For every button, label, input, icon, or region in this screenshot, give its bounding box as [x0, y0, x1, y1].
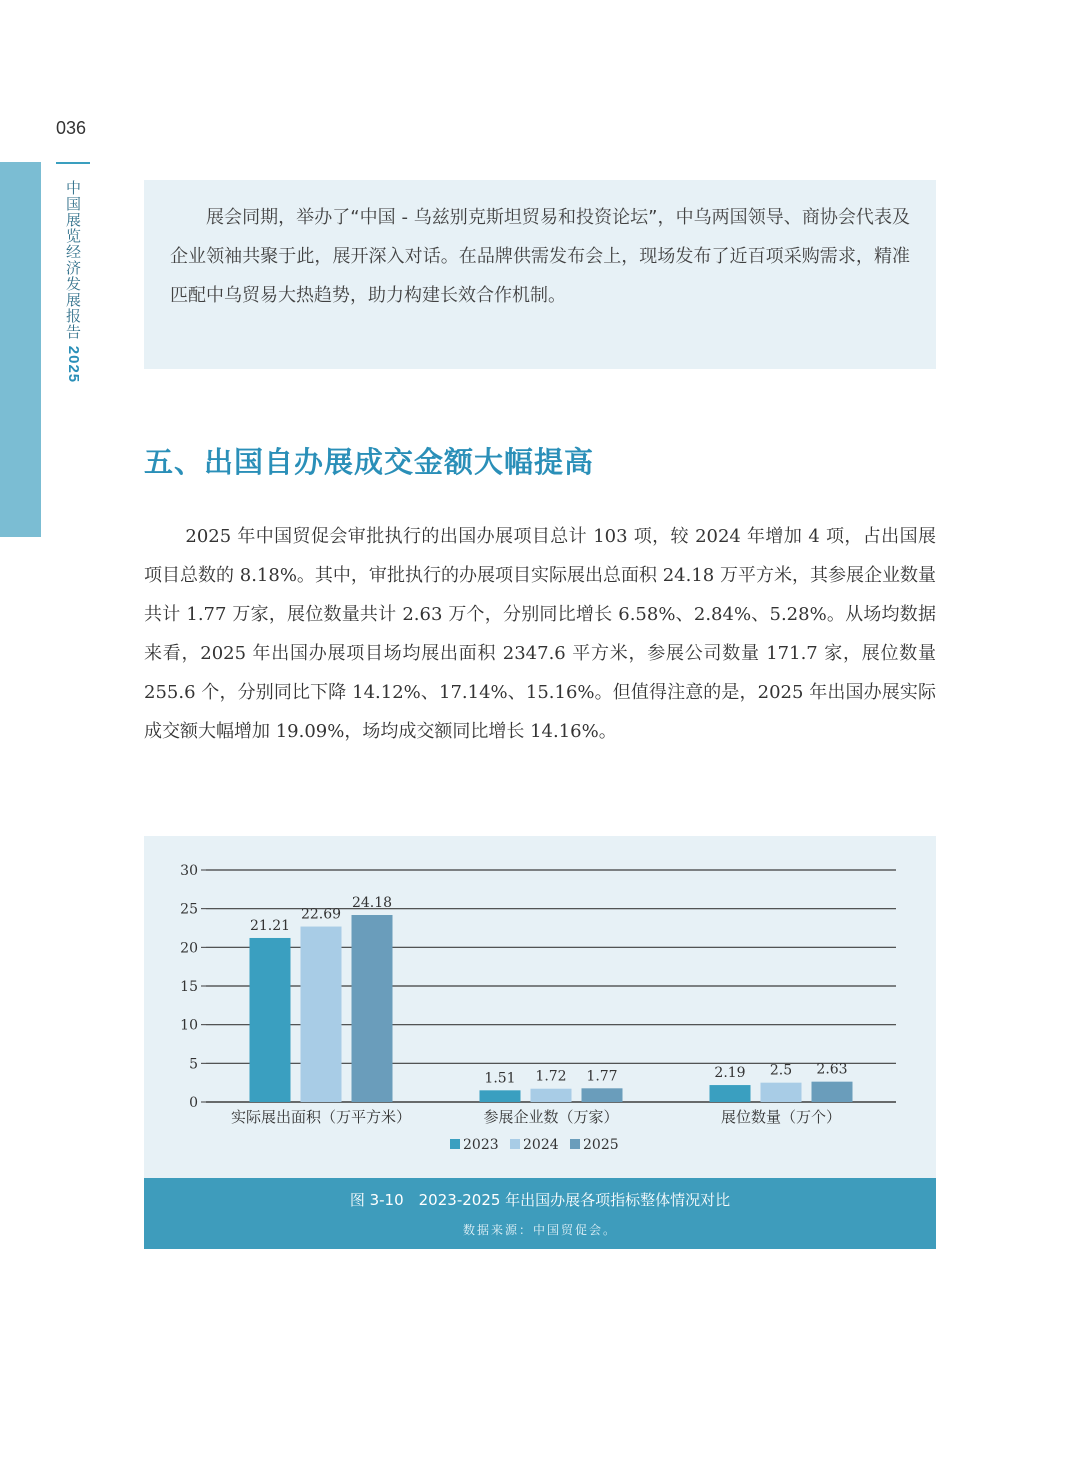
- legend-swatch-2024: [510, 1139, 520, 1149]
- legend-label-2023: 2023: [463, 1137, 499, 1153]
- figure-3-10: [144, 836, 936, 1249]
- running-title-year: 2025: [65, 345, 82, 384]
- y-tick-label: 10: [180, 1017, 198, 1034]
- bar-value-label: 22.69: [300, 906, 342, 923]
- y-tick-label: 15: [180, 979, 198, 995]
- category-label: 实际展出面积（万平方米）: [230, 1108, 412, 1126]
- bar-value-label: 24.18: [351, 895, 393, 912]
- bar-chart: [144, 836, 936, 1178]
- y-tick-label: 0: [189, 1095, 198, 1111]
- category-label: 参展企业数（万家）: [483, 1108, 619, 1126]
- callout-box: [144, 180, 936, 369]
- figure-source: 数据来源：中国贸促会。: [462, 1223, 617, 1237]
- bar-value-label: 1.77: [586, 1068, 618, 1085]
- bar-value-label: 21.21: [249, 917, 291, 934]
- bar-value-label: 2.19: [714, 1065, 746, 1082]
- body-paragraph: 2025 年中国贸促会审批执行的出国办展项目总计 103 项，较 2024 年增加 4 项，占出国展项目总数的 8.18%。其中，审批执行的办展项目实际展出总面积 24.18 万平方米，其参展企业数量共计 1.77 万家，展位数量共计 2.63 万个，分别同比增长 6.58%、2.84%、5.28%。从场均数据来看，2025 年出国办展项目场均展出面积 2347.6 平方米，参展公司数量 171.7 家，展位数量 255.6 个，分别同比下降 14.12%、17.14%、15.16%。但值得注意的是，2025 年出国办展实际成交额大幅增加 19.09%，场均成交额同比增长 14.16%。: [144, 526, 936, 742]
- page-number: 036: [56, 118, 87, 138]
- bar-2024: [531, 1089, 572, 1102]
- bar-value-label: 1.51: [484, 1070, 516, 1087]
- legend-swatch-2023: [450, 1139, 460, 1149]
- legend-label-2024: 2024: [523, 1137, 559, 1153]
- y-tick-label: 30: [180, 863, 198, 879]
- bar-2023: [480, 1090, 521, 1102]
- section-heading: 五、出国自办展成交金额大幅提高: [144, 445, 595, 479]
- page-number-rule: [56, 162, 90, 164]
- bar-2025: [812, 1082, 853, 1102]
- y-tick-label: 5: [189, 1056, 198, 1073]
- category-label: 展位数量（万个）: [720, 1108, 842, 1126]
- callout-text: 展会同期，举办了“中国 - 乌兹别克斯坦贸易和投资论坛”，中乌两国领导、商协会代表及企业领袖共聚于此，展开深入对话。在品牌供需发布会上，现场发布了近百项采购需求，精准匹配中乌贸易大热趋势，助力构建长效合作机制。: [170, 207, 910, 306]
- bar-value-label: 1.72: [535, 1068, 567, 1085]
- bar-2025: [582, 1088, 623, 1102]
- bar-2023: [250, 938, 291, 1102]
- bar-2023: [710, 1085, 751, 1102]
- y-tick-label: 25: [180, 901, 198, 918]
- bar-value-label: 2.63: [816, 1061, 848, 1078]
- bar-2024: [301, 927, 342, 1102]
- caption-band: [144, 1178, 936, 1249]
- side-color-bar: [0, 162, 41, 537]
- bar-2024: [761, 1083, 802, 1102]
- y-tick-label: 20: [180, 940, 198, 957]
- legend-swatch-2025: [570, 1139, 580, 1149]
- bar-value-label: 2.5: [769, 1062, 793, 1079]
- figure-caption: 图 3-10 2023-2025 年出国办展各项指标整体情况对比: [349, 1191, 731, 1209]
- running-title-text: 中国展览经济发展报告: [64, 180, 82, 340]
- bar-2025: [352, 915, 393, 1102]
- legend-label-2025: 2025: [583, 1137, 619, 1153]
- running-title: [58, 180, 84, 383]
